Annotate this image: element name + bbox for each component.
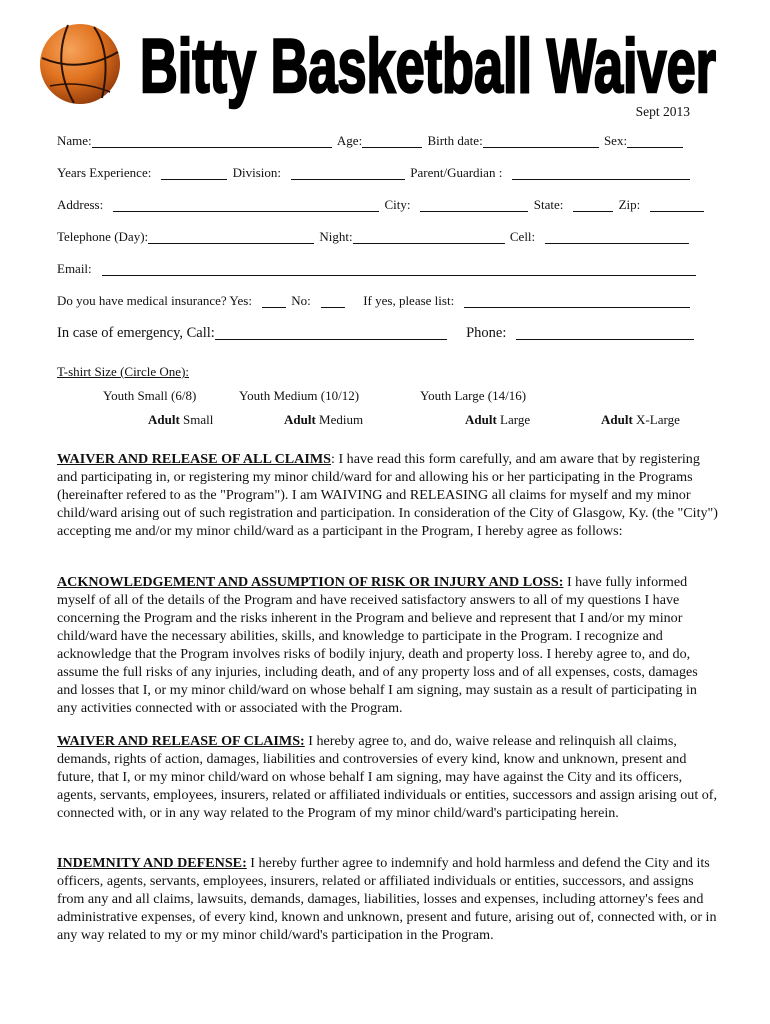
state-field[interactable] <box>573 198 613 212</box>
row-name: Name: Age: Birth date: Sex: <box>57 132 707 150</box>
section-heading: WAIVER AND RELEASE OF ALL CLAIMS <box>57 451 331 467</box>
address-field[interactable] <box>113 198 379 212</box>
division-field[interactable] <box>291 166 405 180</box>
night-phone-field[interactable] <box>353 230 505 244</box>
tshirt-youth-large[interactable]: Youth Large (14/16) <box>420 388 527 403</box>
cell-phone-field[interactable] <box>545 230 689 244</box>
zip-field[interactable] <box>650 198 704 212</box>
row-address: Address: City: State: Zip: <box>57 196 707 214</box>
row-telephone: Telephone (Day): Night: Cell: <box>57 228 707 246</box>
medical-yes-field[interactable] <box>262 294 286 308</box>
emergency-phone-field[interactable] <box>516 326 694 340</box>
tshirt-adult-large[interactable]: Adult Large <box>465 412 531 427</box>
indemnity-defense-section <box>57 854 720 944</box>
tshirt-size-label: T-shirt Size (Circle One): <box>57 364 190 379</box>
section-body: I hereby further agree to indemnify and hold harmless and defend the City and its officers, agents, servants, employees, insurers, related or affiliated individuals or entities, successors, and assigns from any and all claims, lawsuits, demands, damages, liabilities, losses and expenses, including attorney's fees and administrative expenses, of every kind, known and unknown, present and future, arising out of, connected with, or in any way related to my or my minor child/ward's participation in the Program. <box>57 855 717 943</box>
row-email: Email: <box>57 260 707 278</box>
parent-guardian-field[interactable] <box>512 166 690 180</box>
tshirt-adult-medium[interactable]: Adult Medium <box>284 412 364 427</box>
section-body: I have read this form carefully, and am aware that by registering and participating in, or registering my minor child/ward for and allowing his or her participating in the Programs (hereinafter refered to as the "Program"). I am WAIVING and RELEASING all claims for myself and my minor child/ward arising out of such registration and participation. In consideration of the City of Glasgow, Ky. (the "City") accepting me and/or my minor child/ward as a participant in the Program, I hereby agree as follows: <box>57 451 718 539</box>
email-field[interactable] <box>102 262 696 276</box>
years-experience-field[interactable] <box>161 166 227 180</box>
tshirt-youth-medium[interactable]: Youth Medium (10/12) <box>239 388 360 403</box>
row-medical: Do you have medical insurance? Yes: No: If yes, please list: <box>57 292 707 310</box>
name-field[interactable] <box>92 134 332 148</box>
medical-no-field[interactable] <box>321 294 345 308</box>
acknowledgement-risk-section <box>57 573 720 717</box>
tshirt-adult-small[interactable]: Adult Small <box>148 412 214 427</box>
row-emergency: In case of emergency, Call: Phone: <box>57 324 707 342</box>
row-experience: Years Experience: Division: Parent/Guardian : <box>57 164 707 182</box>
page-title <box>128 14 728 114</box>
section-heading: ACKNOWLEDGEMENT AND ASSUMPTION OF RISK OR INJURY AND LOSS: <box>57 574 564 590</box>
section-heading: INDEMNITY AND DEFENSE: <box>57 855 247 871</box>
telephone-day-field[interactable] <box>148 230 314 244</box>
basketball-logo <box>38 22 122 106</box>
section-heading: WAIVER AND RELEASE OF CLAIMS: <box>57 733 305 749</box>
emergency-contact-field[interactable] <box>215 326 447 340</box>
medical-list-field[interactable] <box>464 294 690 308</box>
birth-date-field[interactable] <box>483 134 599 148</box>
waiver-release-claims-section <box>57 732 720 822</box>
age-field[interactable] <box>362 134 422 148</box>
tshirt-adult-xlarge[interactable]: Adult X-Large <box>601 412 680 427</box>
city-field[interactable] <box>420 198 528 212</box>
tshirt-youth-small[interactable]: Youth Small (6/8) <box>103 388 197 403</box>
waiver-release-all-claims-section: WAIVER AND RELEASE OF ALL CLAIMS: I have read this form carefully, and am aware that by registering and participating in, or registering my minor child/ward for and allowing his or her participating in the Programs (hereinafter refered to as the "Program"). I am WAIVING and RELEASING all claims for myself and my minor child/ward arising out of such registration and participation. In consideration of the City of Glasgow, Ky. (the "City") accepting me and/or my minor child/ward as a participant in the Program, I hereby agree as follows: <box>57 451 718 539</box>
section-body: I have fully informed myself of all of the details of the Program and have received satisfactory answers to all of my questions I have concerning the Program and the risks inherent in the Program and believe and represent that I and/or my minor child/ward have the necessary abilities, skills, and knowledge to participate in the Program. I recognize and acknowledge that the Program involves risks of bodily injury, death and property loss. I hereby agree to, and do, assume the full risks of any injuries, including death, and of any property loss and of all expenses, costs, damages and losses that I, or my minor child/ward on whose behalf I am signing, may sustain as a result of participating in any activities connected with or associated with the Program. <box>57 574 698 716</box>
svg-text:Bitty Basketball Waiver: Bitty Basketball Waiver <box>140 24 716 109</box>
section-body: I hereby agree to, and do, waive release and relinquish all claims, demands, rights of action, damages, liabilities and controversies of every kind, know and unknown, present and future, that I, or my minor child/ward on whose behalf I am signing, may have against the City and its officers, agents, servants, employees, insurers, related or affiliated individuals or entities, successors and assign arising out of, connected with, or in any way related to the Program of my minor child/ward's participating herein. <box>57 733 718 821</box>
sex-field[interactable] <box>627 134 683 148</box>
form-date: Sept 2013 <box>635 104 690 119</box>
